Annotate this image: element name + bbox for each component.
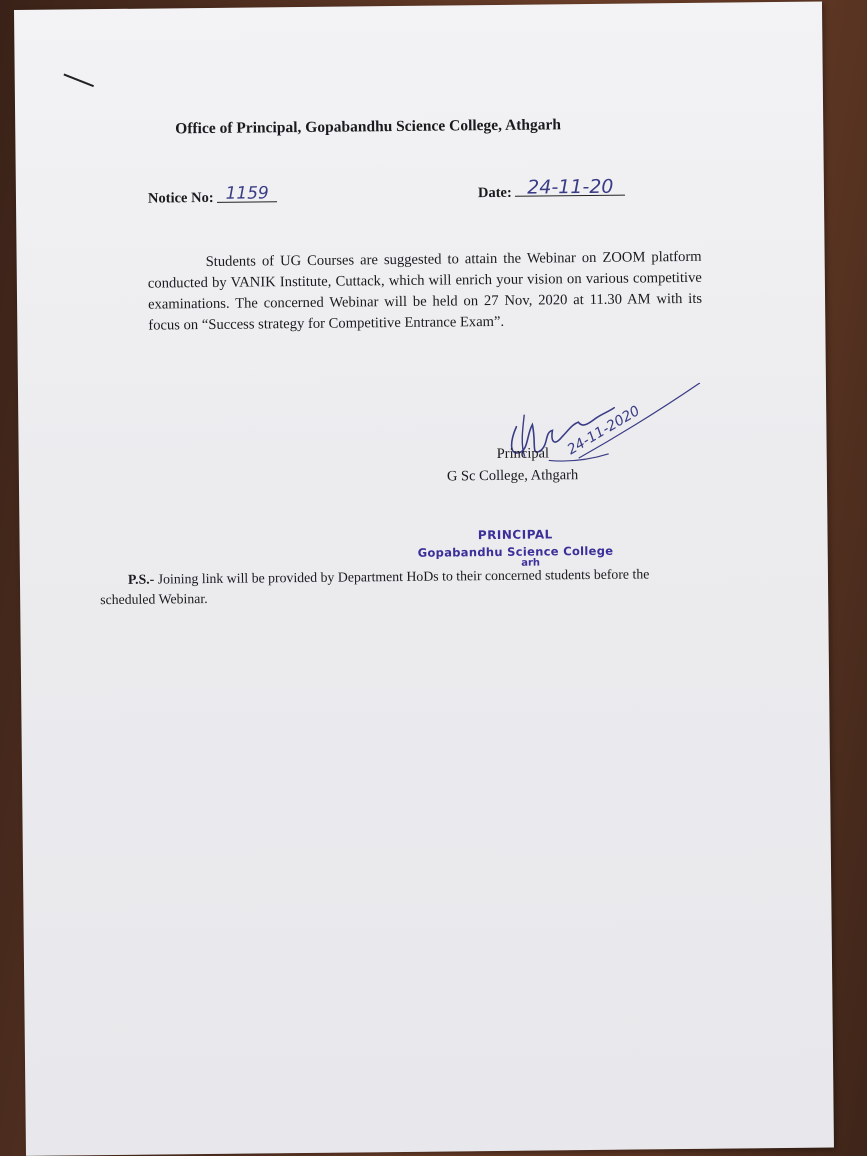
stamp-title: PRINCIPAL (477, 527, 553, 543)
notice-page (14, 2, 834, 1156)
notice-body: Students of UG Courses are suggested to attain the Webinar on ZOOM platform conducted by VANIK Institute, Cuttack, which will enrich your vision on various competitive examinations. The concerned Webinar will be held on 27 Nov, 2020 at 11.30 AM with its focus on “Success strategy for Competitive Entrance Exam”. (147, 248, 703, 334)
ps-text: Joining link will be provided by Department HoDs to their concerned students before the scheduled Webinar. (100, 566, 650, 608)
pencil-mark (63, 74, 94, 88)
postscript (100, 564, 700, 610)
notice-label: Notice No: (147, 189, 214, 207)
signature-date: 24-11-2020 (564, 402, 643, 459)
office-heading: Office of Principal, Gopabandhu Science College, Athgarh (175, 116, 562, 138)
notice-number-line (147, 183, 277, 207)
stamp-place: arh (521, 557, 541, 569)
date-label: Date: (477, 184, 512, 202)
ps-label: P.S.- (127, 571, 155, 587)
signatory-college: G Sc College, Athgarh (446, 467, 579, 485)
signatory-title: Principal (496, 445, 550, 462)
date-value: 24-11-20 (515, 179, 625, 197)
signatory-block (447, 442, 579, 487)
notice-number: 1159 (217, 185, 277, 203)
date-line (477, 175, 626, 203)
stamp-college: Gopabandhu Science College (417, 543, 614, 560)
